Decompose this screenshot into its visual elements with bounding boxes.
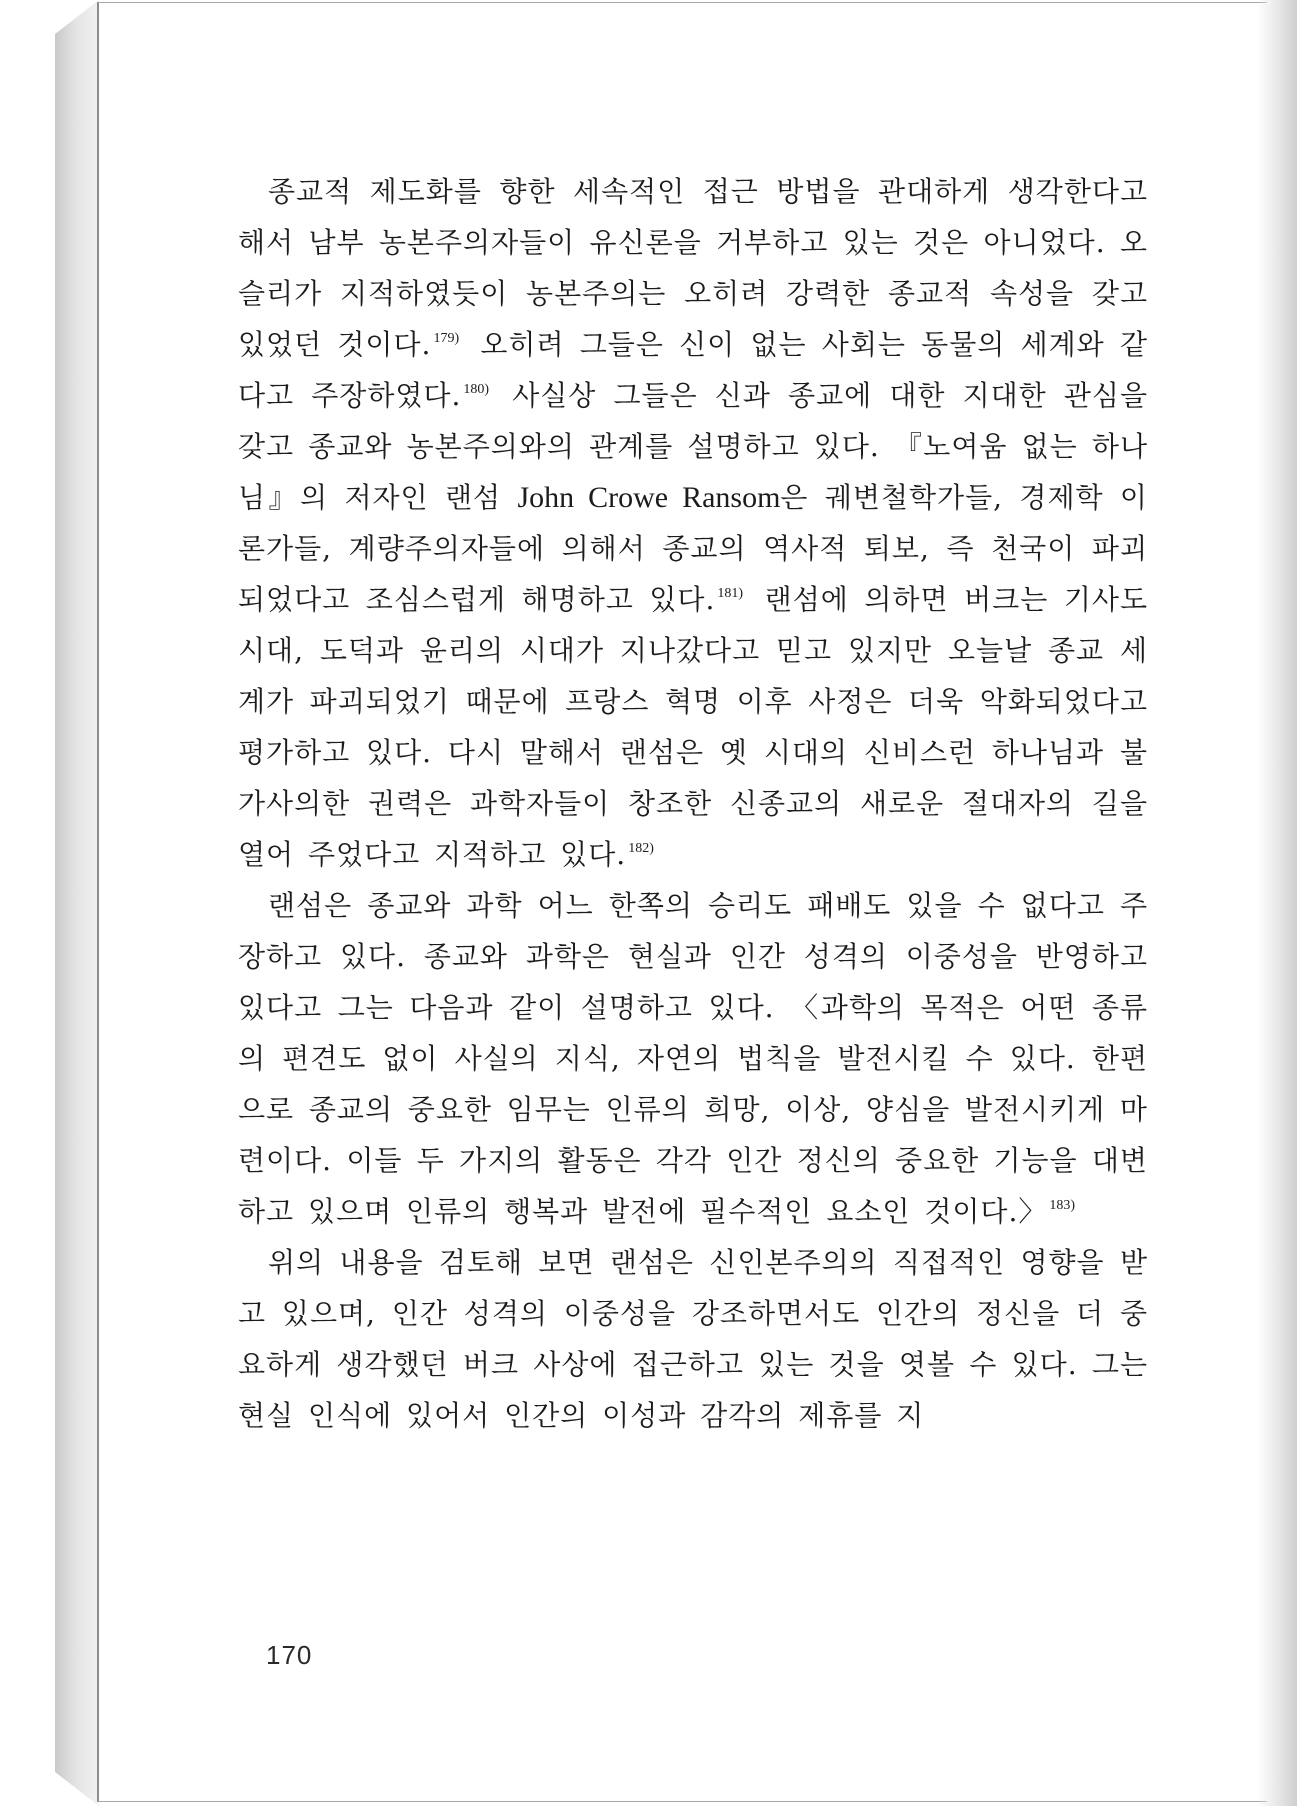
text-run: 종교적 제도화를 향한 세속적인 접근 방법을 관대하게 생각한다고 해서 남부 농본주의자들이 유신론을 거부하고 있는 것은 아니었다. 오슬리가 지적하였듯이 농본주의는 오히려 강력한 종교적 속성을 갖고 있었던 것이다. xyxy=(238,175,1148,361)
paragraph xyxy=(238,1237,1148,1441)
text-run: 랜섬은 종교와 과학 어느 한쪽의 승리도 패배도 있을 수 없다고 주장하고 있다. 종교와 과학은 현실과 인간 성격의 이중성을 반영하고 있다고 그는 다음과 같이 설명하고 있다. 〈과학의 목적은 어떤 종류의 편견도 없이 사실의 지식, 자연의 법칙을 발전시킬 수 있다. 한편으로 종교의 중요한 임무는 인류의 희망, 이상, 양심을 발전시키게 마련이다. 이들 두 가지의 활동은 각각 인간 정신의 중요한 기능을 대변하고 있으며 인류의 행복과 발전에 필수적인 요소인 것이다.〉 xyxy=(238,889,1148,1228)
text-run: 위의 내용을 검토해 보면 랜섬은 신인본주의의 직접적인 영향을 받고 있으며, 인간 성격의 이중성을 강조하면서도 인간의 정신을 더 중요하게 생각했던 버크 사상에 접근하고 있는 것을 엿볼 수 있다. 그는 현실 인식에 있어서 인간의 이성과 감각의 제휴를 지 xyxy=(238,1246,1149,1432)
book-spine xyxy=(55,0,99,1806)
text-run: 랜섬에 의하면 버크는 기사도 시대, 도덕과 윤리의 시대가 지나갔다고 믿고 있지만 오늘날 종교 세계가 파괴되었기 때문에 프랑스 혁명 이후 사정은 더욱 악화되었다고 평가하고 있다. 다시 말해서 랜섬은 옛 시대의 신비스런 하나님과 불가사의한 권력은 과학자들이 창조한 신종교의 새로운 절대자의 길을 열어 주었다고 지적하고 있다. xyxy=(238,583,1148,871)
author-name-latin: John Crowe Ransom xyxy=(517,481,781,514)
text-run: 사실상 그들은 신과 종교에 대한 지대한 관심을 갖고 종교와 농본주의와의 관계를 설명하고 있다. 『노여움 없는 하나님』의 저자인 랜섬 xyxy=(238,379,1149,514)
paragraph xyxy=(238,880,1148,1237)
body-text xyxy=(238,166,1148,1441)
page-number: 170 xyxy=(266,1640,313,1670)
text-run: 은 궤변철학가들, 경제학 이론가들, 계량주의자들에 의해서 종교의 역사적 퇴보, 즉 천국이 파괴되었다고 조심스럽게 해명하고 있다. xyxy=(238,481,1148,616)
footnote-marker: 180) xyxy=(463,382,490,397)
page-edge-shadow xyxy=(1257,0,1297,1806)
footnote-marker: 182) xyxy=(628,841,654,856)
paragraph xyxy=(238,166,1148,880)
footnote-marker: 179) xyxy=(433,331,460,346)
footnote-marker: 183) xyxy=(1049,1198,1076,1213)
footnote-marker: 181) xyxy=(717,586,744,601)
text-run: 오히려 그들은 신이 없는 사회는 동물의 세계와 같다고 주장하였다. xyxy=(238,328,1148,412)
